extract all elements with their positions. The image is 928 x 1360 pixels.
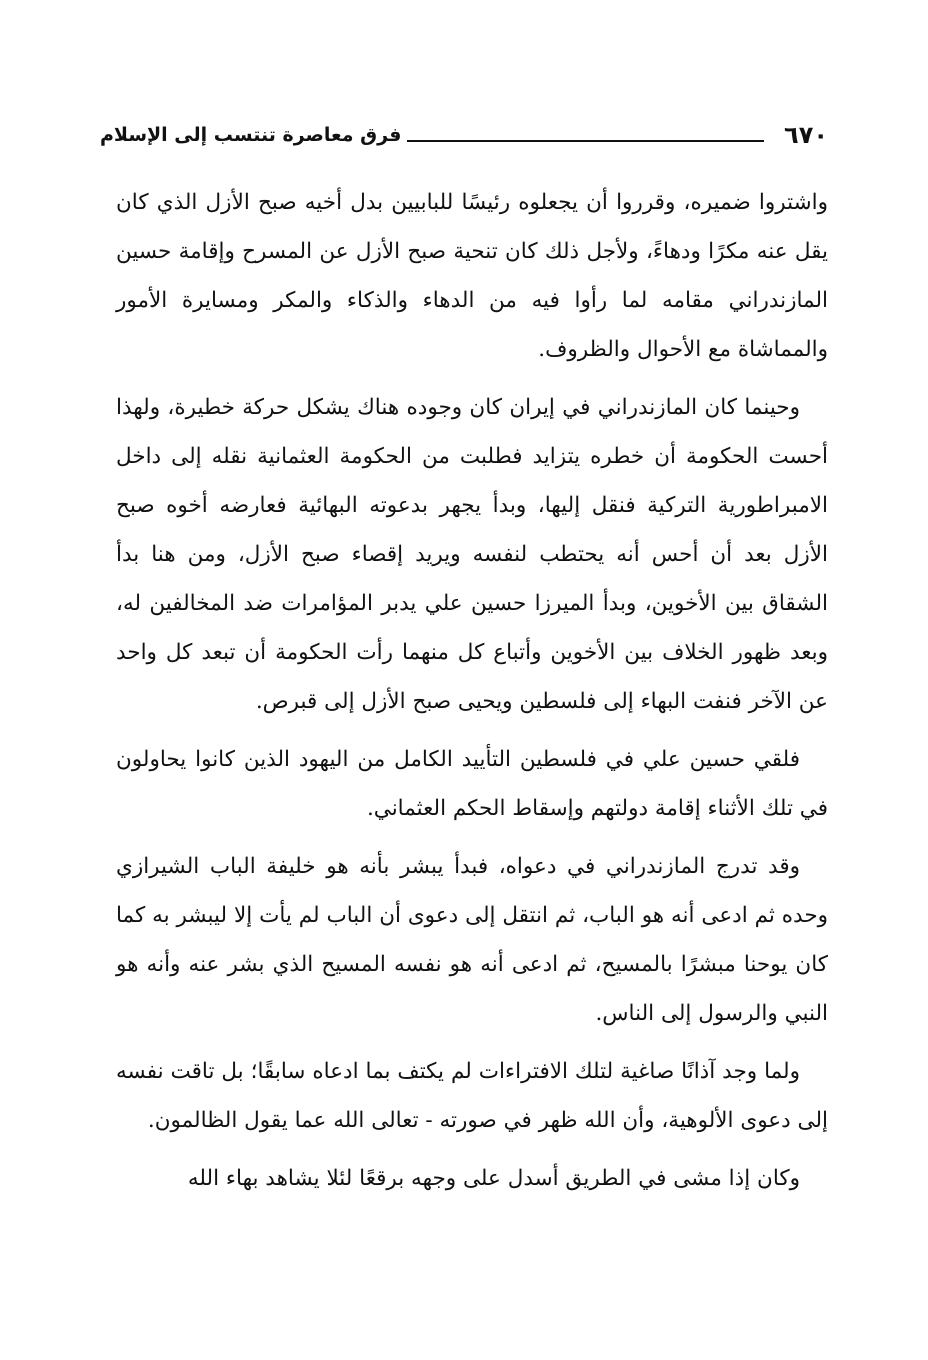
book-title: فرق معاصرة تنتسب إلى الإسلام [100, 124, 402, 146]
paragraph-1: واشتروا ضميره، وقرروا أن يجعلوه رئيسًا للبابيين بدل أخيه صبح الأزل الذي كان يقل عنه مكرًا ودهاءً، ولأجل ذلك كان تنحية صبح الأزل عن المسرح وإقامة حسين المازندراني مقامه لما رأوا فيه من الدهاء والذكاء والمكر ومسايرة الأمور والمماشاة مع الأحوال والظروف. [116, 190, 828, 362]
running-header [100, 114, 828, 150]
paragraph-6: وكان إذا مشى في الطريق أسدل على وجهه برقعًا لئلا يشاهد بهاء الله [187, 1166, 800, 1191]
page-number: ٦٧٠ [784, 121, 828, 149]
header-rule [407, 140, 764, 142]
body-text [116, 178, 828, 1203]
paragraph-2: وحينما كان المازندراني في إيران كان وجوده هناك يشكل حركة خطيرة، ولهذا أحست الحكومة أن خطره يتزايد فطلبت من الحكومة العثمانية نقله إلى داخل الامبراطورية التركية فنقل إليها، وبدأ يجهر بدعوته البهائية فعارضه أخوه صبح الأزل بعد أن أحس أنه يحتطب لنفسه ويريد إقصاء صبح الأزل، ومن هنا بدأ الشقاق بين الأخوين، وبدأ الميرزا حسين علي يدبر المؤامرات ضد المخالفين له، وبعد ظهور الخلاف بين الأخوين وأتباع كل منهما رأت الحكومة أن تبعد كل واحد عن الآخر فنفت البهاء إلى فلسطين ويحيى صبح الأزل إلى قبرص. [116, 395, 828, 714]
paragraph-4: وقد تدرج المازندراني في دعواه، فبدأ يبشر بأنه هو خليفة الباب الشيرازي وحده ثم ادعى أنه هو الباب، ثم انتقل إلى دعوى أن الباب لم يأت إلا ليبشر به كما كان يوحنا مبشرًا بالمسيح، ثم ادعى أنه هو نفسه المسيح الذي بشر عنه وأنه هو النبي والرسول إلى الناس. [116, 854, 828, 1026]
paragraph-5: ولما وجد آذانًا صاغية لتلك الافتراءات لم يكتف بما ادعاه سابقًا؛ بل تاقت نفسه إلى دعوى الألوهية، وأن الله ظهر في صورته - تعالى الله عما يقول الظالمون. [116, 1059, 828, 1133]
paragraph-3: فلقي حسين علي في فلسطين التأييد الكامل من اليهود الذين كانوا يحاولون في تلك الأثناء إقامة دولتهم وإسقاط الحكم العثماني. [116, 747, 828, 821]
